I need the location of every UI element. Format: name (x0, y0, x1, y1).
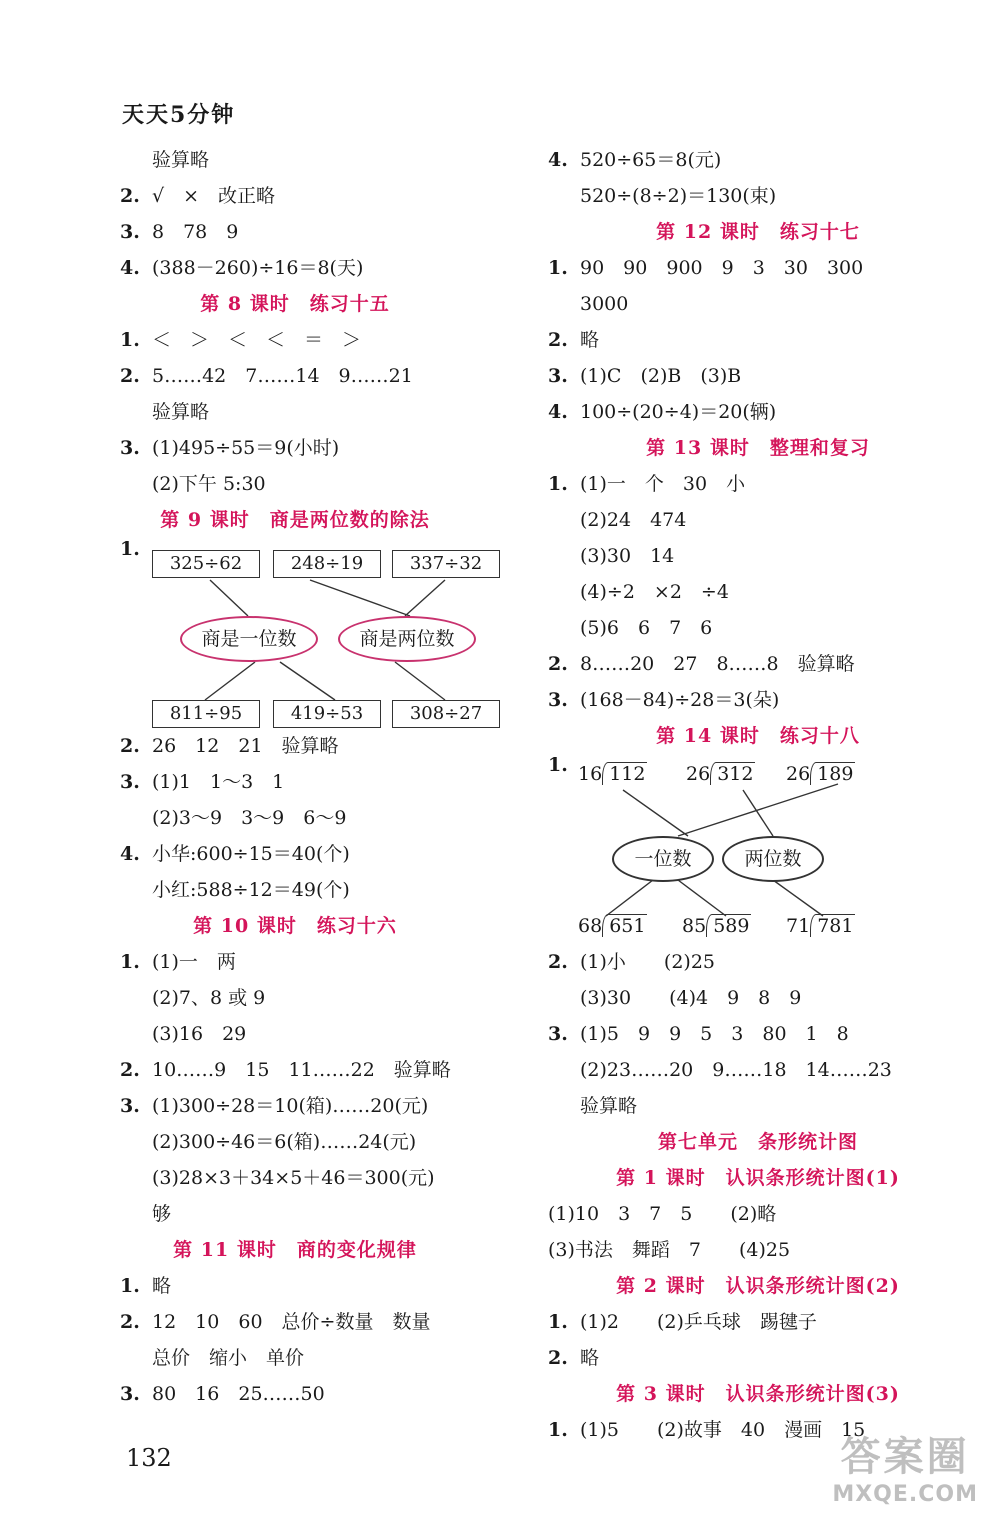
answer-line (548, 322, 968, 358)
answer-line (548, 1016, 968, 1052)
answer-line (120, 430, 500, 466)
item-number: 1. (120, 538, 140, 560)
answer-line (120, 250, 500, 286)
answer-line (548, 646, 968, 682)
long-division (578, 914, 647, 937)
expression-box: 308÷27 (392, 700, 500, 728)
dividend: 189 (810, 762, 855, 785)
section-title: 第 14 课时 练习十八 (656, 725, 860, 747)
answer-line: (2)23……20 9……18 14……23 (580, 1059, 892, 1081)
answer-line: (3)28×3＋34×5＋46＝300(元) (152, 1167, 435, 1189)
answer-text: (1)一 两 (152, 951, 236, 973)
section-title: 第 2 课时 认识条形统计图(2) (616, 1275, 900, 1297)
item-number: 1. (548, 754, 568, 776)
section-title: 第 13 课时 整理和复习 (646, 437, 870, 459)
section-title: 第 12 课时 练习十七 (656, 221, 860, 243)
answer-line: (1)10 3 7 5 (2)略 (548, 1203, 777, 1225)
answer-line: 验算略 (152, 149, 210, 171)
matching-diagram (548, 754, 968, 944)
answer-text: 略 (580, 1347, 600, 1369)
category-oval: 两位数 (722, 836, 824, 882)
answer-line (120, 214, 500, 250)
item-number: 2. (120, 1059, 140, 1081)
item-number: 2. (120, 365, 140, 387)
answer-line (120, 944, 500, 980)
answer-text: 520÷65＝8(元) (580, 149, 722, 171)
answer-line: 520÷(8÷2)＝130(束) (580, 185, 777, 207)
expression-box: 419÷53 (273, 700, 381, 728)
answer-text: 8 78 9 (152, 221, 239, 243)
item-number: 4. (120, 843, 140, 865)
matching-diagram (120, 538, 500, 728)
item-number: 3. (120, 437, 140, 459)
item-number: 3. (120, 221, 140, 243)
item-number: 1. (120, 329, 140, 351)
item-number: 1. (548, 257, 568, 279)
item-number: 2. (548, 653, 568, 675)
item-number: 4. (548, 401, 568, 423)
answer-line: (2)下午 5:30 (152, 473, 266, 495)
answer-text: √ × 改正略 (152, 185, 276, 207)
item-number: 2. (120, 185, 140, 207)
item-number: 1. (548, 1311, 568, 1333)
answer-text: (1)一 个 30 小 (580, 473, 746, 495)
answer-line: (2)300÷46＝6(箱)……24(元) (152, 1131, 417, 1153)
answer-line (120, 358, 500, 394)
page-number: 132 (126, 1444, 172, 1472)
answer-text: 小华:600÷15＝40(个) (152, 843, 350, 865)
answer-line (120, 764, 500, 800)
divisor: 71 (786, 915, 811, 937)
watermark-text: 答案圈 (840, 1434, 970, 1480)
answer-line: (3)30 (4)4 9 8 9 (580, 987, 802, 1009)
dividend: 589 (706, 914, 751, 937)
dividend: 112 (602, 762, 647, 785)
answer-line: (4)÷2 ×2 ÷4 (580, 581, 729, 603)
divisor: 85 (682, 915, 707, 937)
long-division (682, 914, 751, 937)
answer-text: (1)300÷28＝10(箱)……20(元) (152, 1095, 429, 1117)
dividend: 781 (810, 914, 855, 937)
long-division (786, 914, 855, 937)
answer-line: 验算略 (580, 1095, 638, 1117)
answer-text: (1)小 (2)25 (580, 951, 716, 973)
answer-text: 10……9 15 11……22 验算略 (152, 1059, 451, 1081)
answer-line: (2)7、8 或 9 (152, 987, 266, 1009)
item-number: 3. (120, 1095, 140, 1117)
long-division (686, 762, 755, 785)
section-title: 第 9 课时 商是两位数的除法 (160, 509, 430, 531)
section-title: 第 8 课时 练习十五 (200, 293, 390, 315)
item-number: 2. (120, 1311, 140, 1333)
answer-line (120, 1376, 500, 1412)
answer-line: 够 (152, 1203, 172, 1225)
answer-line (120, 1304, 500, 1340)
item-number: 4. (120, 257, 140, 279)
answer-line: 小红:588÷12＝49(个) (152, 879, 350, 901)
watermark-logo (832, 1425, 978, 1507)
item-number: 3. (548, 1023, 568, 1045)
divisor: 26 (786, 763, 811, 785)
answer-text: 12 10 60 总价÷数量 数量 (152, 1311, 431, 1333)
answer-text: 略 (152, 1275, 172, 1297)
answer-line (120, 322, 500, 358)
divisor: 16 (578, 763, 603, 785)
answer-text: (1)1 1～3 1 (152, 771, 285, 793)
expression-box: 811÷95 (152, 700, 260, 728)
answer-text: (1)C (2)B (3)B (580, 365, 742, 387)
expression-box: 248÷19 (273, 550, 381, 578)
item-number: 3. (548, 365, 568, 387)
answer-line: (5)6 6 7 6 (580, 617, 713, 639)
answer-line: (3)30 14 (580, 545, 675, 567)
answer-line (120, 1088, 500, 1124)
item-number: 1. (120, 1275, 140, 1297)
long-division (786, 762, 855, 785)
item-number: 2. (120, 735, 140, 757)
divisor: 68 (578, 915, 603, 937)
dividend: 312 (710, 762, 755, 785)
watermark-url: MXQE.COM (832, 1482, 978, 1507)
category-oval: 一位数 (612, 836, 714, 882)
answer-text: (1)495÷55＝9(小时) (152, 437, 340, 459)
page-header: 天天5分钟 (122, 102, 236, 128)
answer-line: (2)24 474 (580, 509, 687, 531)
answer-line (548, 944, 968, 980)
answer-line: 总价 缩小 单价 (152, 1347, 305, 1369)
answer-line (548, 682, 968, 718)
answer-text: 100÷(20÷4)＝20(辆) (580, 401, 777, 423)
answer-line (120, 1052, 500, 1088)
right-column (548, 142, 968, 1448)
item-number: 3. (548, 689, 568, 711)
item-number: 1. (548, 473, 568, 495)
answer-text: 5……42 7……14 9……21 (152, 365, 413, 387)
answer-line: (2)3～9 3～9 6～9 (152, 807, 347, 829)
answer-line (548, 1304, 968, 1340)
answer-text: (168－84)÷28＝3(朵) (580, 689, 780, 711)
answer-line (548, 466, 968, 502)
left-column (120, 142, 500, 1412)
category-oval: 商是两位数 (338, 616, 476, 662)
answer-line: (3)书法 舞蹈 7 (4)25 (548, 1239, 791, 1261)
item-number: 3. (120, 771, 140, 793)
long-division (578, 762, 647, 785)
answer-line (548, 394, 968, 430)
item-number: 2. (548, 951, 568, 973)
answer-text: 略 (580, 329, 600, 351)
answer-text: (1)5 (2)故事 40 漫画 15 (580, 1419, 866, 1441)
section-title: 第 1 课时 认识条形统计图(1) (616, 1167, 900, 1189)
answer-line (548, 1340, 968, 1376)
answer-line (120, 178, 500, 214)
answer-line (120, 1268, 500, 1304)
section-title: 第 11 课时 商的变化规律 (173, 1239, 417, 1261)
expression-box: 337÷32 (392, 550, 500, 578)
divisor: 26 (686, 763, 711, 785)
answer-line: 3000 (580, 293, 629, 315)
answer-line (548, 250, 968, 286)
expression-box: 325÷62 (152, 550, 260, 578)
answer-text: (388－260)÷16＝8(天) (152, 257, 364, 279)
answer-text: 90 90 900 9 3 30 300 (580, 257, 864, 279)
unit-title: 第七单元 条形统计图 (657, 1131, 858, 1153)
category-oval: 商是一位数 (180, 616, 318, 662)
section-title: 第 10 课时 练习十六 (193, 915, 397, 937)
answer-line (548, 142, 968, 178)
answer-line (120, 836, 500, 872)
answer-text: 8……20 27 8……8 验算略 (580, 653, 855, 675)
item-number: 2. (548, 329, 568, 351)
item-number: 1. (120, 951, 140, 973)
answer-line: (3)16 29 (152, 1023, 247, 1045)
answer-text: 26 12 21 验算略 (152, 735, 339, 757)
answer-line: 验算略 (152, 401, 210, 423)
answer-text: (1)5 9 9 5 3 80 1 8 (580, 1023, 849, 1045)
item-number: 3. (120, 1383, 140, 1405)
item-number: 1. (548, 1419, 568, 1441)
item-number: 2. (548, 1347, 568, 1369)
answer-text: ＜ ＞ ＜ ＜ ＝ ＞ (152, 329, 362, 351)
dividend: 651 (602, 914, 647, 937)
answer-line (120, 728, 500, 764)
item-number: 4. (548, 149, 568, 171)
answer-line (548, 358, 968, 394)
answer-text: 80 16 25……50 (152, 1383, 325, 1405)
answer-text: (1)2 (2)乒乓球 踢毽子 (580, 1311, 817, 1333)
section-title: 第 3 课时 认识条形统计图(3) (616, 1383, 900, 1405)
